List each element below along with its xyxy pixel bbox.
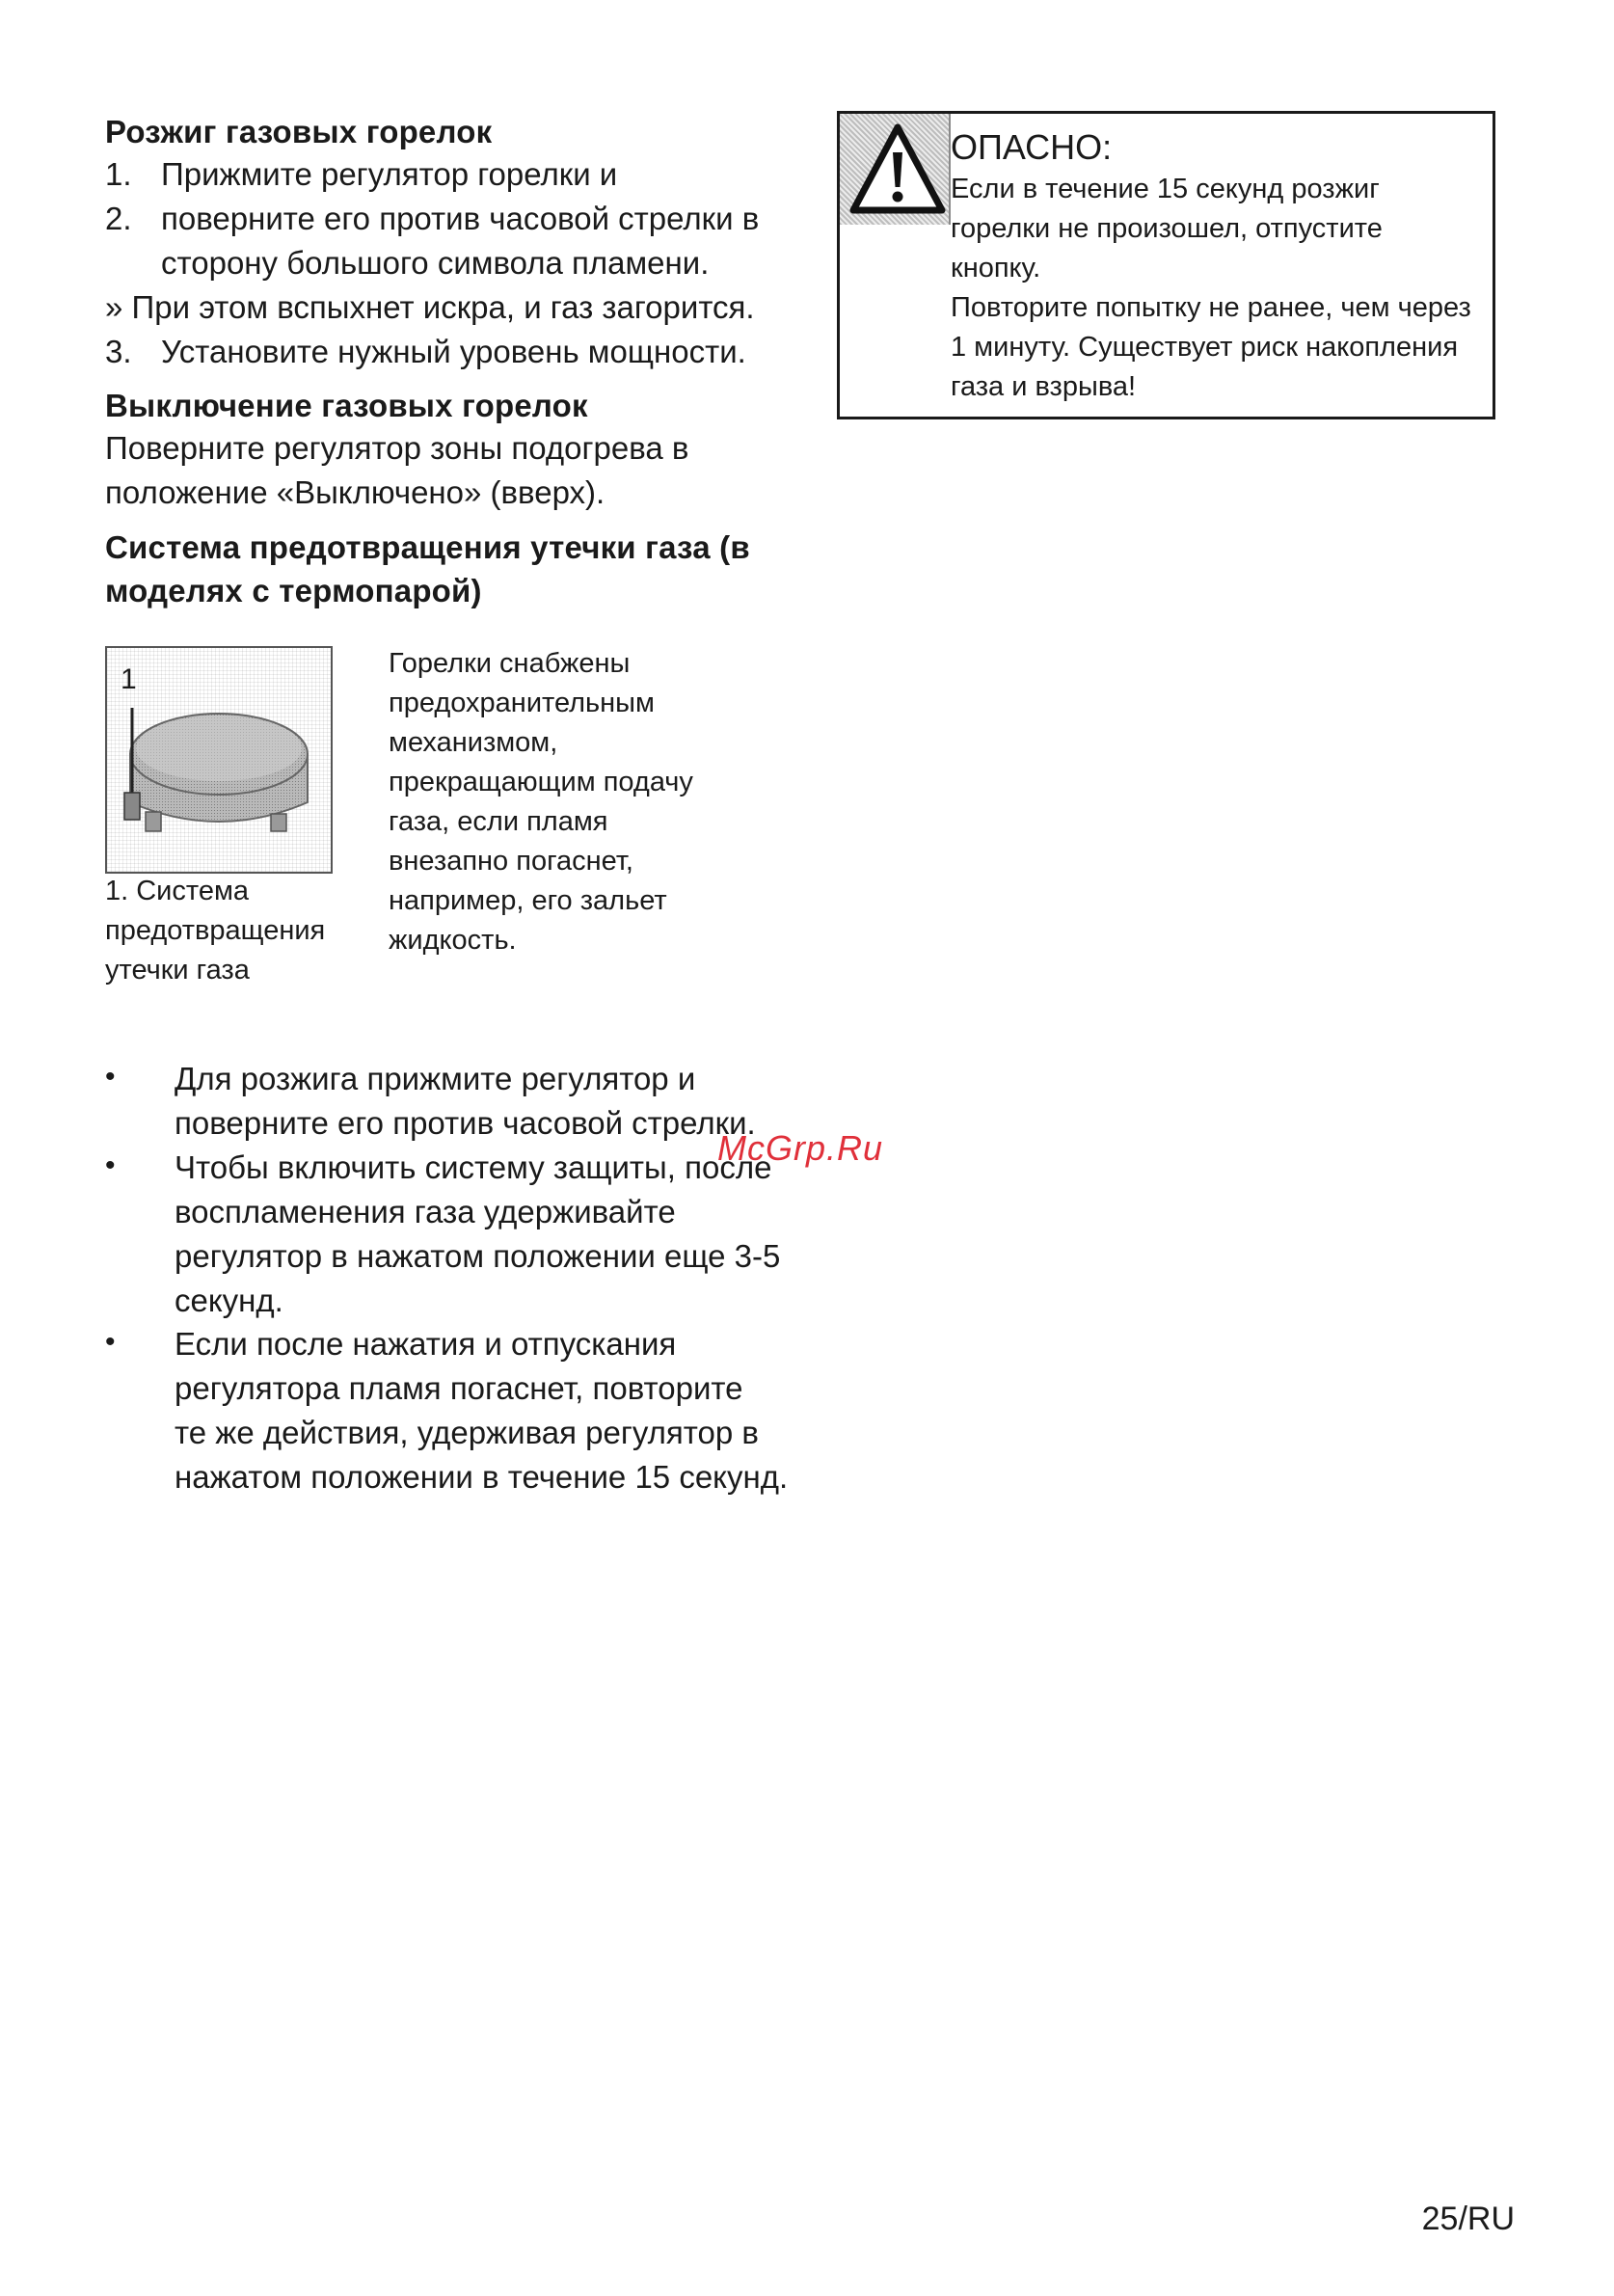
bullet-text: воспламенения газа удерживайте: [175, 1194, 676, 1229]
burner-figure: [105, 646, 333, 874]
bullet-symbol: •: [105, 1061, 116, 1093]
switch-off-text: Поверните регулятор зоны подогрева в: [105, 430, 689, 466]
warning-icon-area: [840, 114, 951, 225]
step-text: Установите нужный уровень мощности.: [161, 334, 746, 369]
description-line: например, его зальет: [389, 885, 667, 916]
bullet-text: регулятор в нажатом положении еще 3-5: [175, 1238, 781, 1274]
bullet-text: Чтобы включить систему защиты, после: [175, 1149, 772, 1185]
bullet-text: Если после нажатия и отпускания: [175, 1326, 677, 1362]
description-line: Горелки снабжены: [389, 648, 631, 679]
warning-text: горелки не произошел, отпустите: [951, 213, 1383, 244]
bullet-symbol: •: [105, 1326, 116, 1358]
warning-text: Если в течение 15 секунд розжиг: [951, 174, 1380, 204]
heading-gas-leak: Система предотвращения утечки газа (в: [105, 529, 750, 565]
description-line: газа, если пламя: [389, 806, 608, 837]
step-number: 2.: [105, 201, 132, 236]
description-line: предохранительным: [389, 688, 655, 718]
warning-text: кнопку.: [951, 253, 1041, 284]
step-text: сторону большого символа пламени.: [161, 245, 710, 281]
heading-ignition: Розжиг газовых горелок: [105, 114, 493, 149]
bullet-text: секунд.: [175, 1283, 283, 1318]
description-line: внезапно погаснет,: [389, 846, 633, 877]
watermark: McGrp.Ru: [717, 1128, 884, 1168]
warning-text: газа и взрыва!: [951, 371, 1137, 402]
step-text: поверните его против часовой стрелки в: [161, 201, 760, 236]
burner-illustration: [107, 648, 331, 872]
description-line: прекращающим подачу: [389, 767, 693, 797]
step-text: Прижмите регулятор горелки и: [161, 156, 618, 192]
step-number: 3.: [105, 334, 132, 369]
bullet-symbol: •: [105, 1149, 116, 1181]
description-line: механизмом,: [389, 727, 558, 758]
figure-caption: утечки газа: [105, 955, 250, 986]
warning-title: ОПАСНО:: [951, 127, 1113, 167]
ignition-result: » При этом вспыхнет искра, и газ загорится.: [105, 289, 755, 325]
description-line: жидкость.: [389, 925, 517, 956]
figure-label: 1: [121, 663, 137, 695]
heading-gas-leak-2: моделях с термопарой): [105, 573, 482, 608]
bullet-text: поверните его против часовой стрелки.: [175, 1105, 756, 1141]
bullet-text: те же действия, удерживая регулятор в: [175, 1415, 759, 1450]
bullet-text: нажатом положении в течение 15 секунд.: [175, 1459, 789, 1495]
figure-caption: предотвращения: [105, 915, 326, 946]
page-number: 25/RU: [1421, 2201, 1515, 2237]
heading-switch-off: Выключение газовых горелок: [105, 388, 588, 423]
danger-warning-box: [837, 111, 1495, 419]
bullet-text: регулятора пламя погаснет, повторите: [175, 1370, 743, 1406]
figure-caption: 1. Система: [105, 876, 250, 906]
switch-off-text: положение «Выключено» (вверх).: [105, 474, 605, 510]
step-number: 1.: [105, 156, 132, 192]
warning-text: Повторите попытку не ранее, чем через: [951, 292, 1471, 323]
warning-triangle-icon: [847, 120, 948, 220]
warning-text: 1 минуту. Существует риск накопления: [951, 332, 1459, 363]
bullet-text: Для розжига прижмите регулятор и: [175, 1061, 696, 1096]
